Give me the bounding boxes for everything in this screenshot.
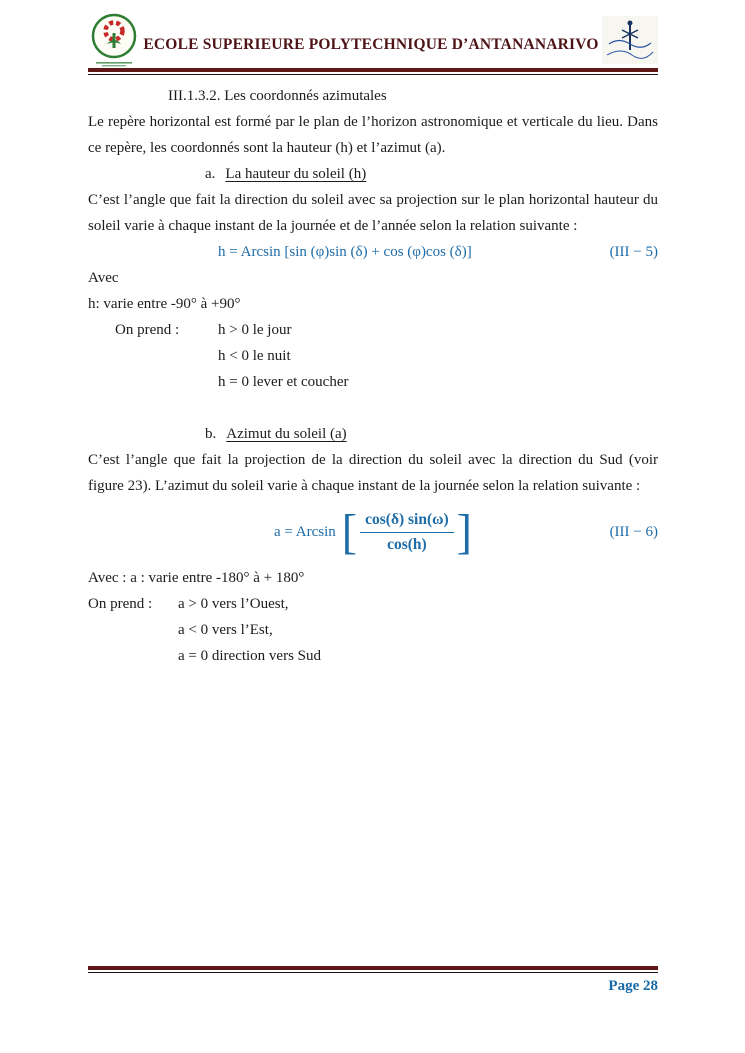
footer-rule-thick [88, 966, 658, 970]
footer-rule-thin [88, 972, 658, 974]
fraction-numerator: cos(δ) sin(ω) [360, 510, 454, 533]
item-b-label: Azimut du soleil (a) [226, 426, 347, 442]
section-heading: III.1.3.2. Les coordonnés azimutales [168, 88, 387, 104]
equation-2-lhs: a = Arcsin [274, 524, 336, 540]
header-rule-thick [88, 68, 658, 72]
page-number: Page 28 [608, 978, 658, 994]
case-a-sud: a = 0 direction vers Sud [178, 648, 322, 664]
fraction-denominator: cos(h) [387, 535, 427, 553]
on-prend-row-2 [88, 591, 658, 617]
case-a-est: a < 0 vers l’Est, [178, 622, 273, 638]
document-body [88, 75, 658, 966]
azimut-paragraph: C’est l’angle que fait la projection de la direction du soleil avec la direction du Sud (voir figure 23). L’azimut du soleil varie à chaque instant de la journée selon la relation suivante : [88, 452, 658, 494]
case-h-lever-coucher: h = 0 lever et coucher [218, 374, 349, 390]
avec-label-1: Avec [88, 270, 119, 286]
item-b-heading [205, 421, 658, 447]
equation-1 [88, 239, 658, 265]
item-a-heading [205, 161, 658, 187]
item-b-marker: b. [205, 426, 217, 442]
on-prend-row-1 [88, 317, 658, 343]
item-a-marker: a. [205, 166, 216, 182]
footer-rule [88, 966, 658, 973]
case-a-ouest: a > 0 vers l’Ouest, [178, 596, 289, 612]
on-prend-label-1: On prend : [115, 322, 180, 338]
intro-paragraph: Le repère horizontal est formé par le plan de l’horizon astronomique et verticale du lieu. Dans ce repère, les coordonnés sont la hauteur (h) et l’azimut (a). [88, 114, 658, 156]
equation-2-number: (III − 6) [609, 524, 658, 540]
equation-2 [88, 499, 658, 565]
case-h-nuit: h < 0 le nuit [218, 348, 291, 364]
left-bracket: [ [341, 504, 358, 559]
page-header [88, 10, 658, 68]
avec-label-2: Avec : a : varie entre -180° à + 180° [88, 570, 305, 586]
equation-1-expression: h = Arcsin [sin (φ)sin (δ) + cos (φ)cos (δ)] [218, 244, 472, 260]
equation-2-fraction [360, 510, 454, 555]
header-rule [88, 68, 658, 75]
page-footer [88, 966, 658, 1053]
item-a-label: La hauteur du soleil (h) [225, 166, 367, 182]
right-bracket: ] [456, 504, 472, 559]
case-h-jour: h > 0 le jour [218, 322, 292, 338]
equation-1-number: (III − 5) [609, 244, 658, 260]
spacer [88, 395, 658, 421]
h-range-line: h: varie entre -90° à +90° [88, 296, 241, 312]
on-prend-label-2: On prend : [88, 596, 153, 612]
school-emblem-icon [88, 12, 140, 68]
institution-title: ECOLE SUPERIEURE POLYTECHNIQUE D’ANTANANARIVO [143, 36, 599, 53]
signature-emblem-icon [602, 16, 658, 64]
hauteur-paragraph: C’est l’angle que fait la direction du soleil avec sa projection sur le plan horizontal hauteur du soleil varie à chaque instant de la journée et de l’année selon la relation suivante : [88, 192, 658, 234]
